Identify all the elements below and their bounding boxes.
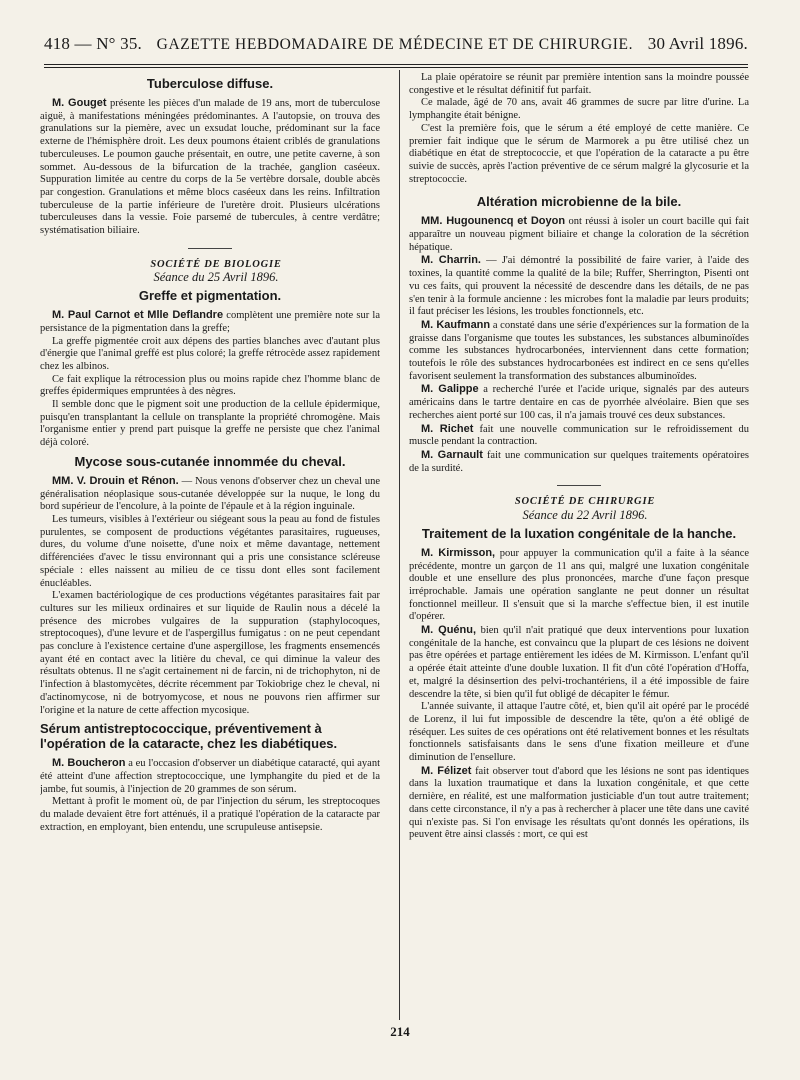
paragraph: Mettant à profit le moment où, de par l'injection du sérum, les streptocoques du malade devaient être fort atténués, il a pratiqué l'opération de la cataracte par extraction, en employant, bien entendu, une scrupuleuse antisepsie. <box>40 796 380 833</box>
author-name: M. Quénu, <box>421 624 477 637</box>
issue-date: 30 Avril 1896. <box>647 34 748 53</box>
paragraph: M. Galippe a recherché l'urée et l'acide urique, signalés par des auteurs américains dans le tartre dentaire en cas de pyorrhée alvéolaire. Bien que ses recherches aient porté sur 100 cas, il n'a jamais trouvé ces deux substances. <box>409 383 749 421</box>
society-heading: SOCIÉTÉ DE CHIRURGIE <box>514 496 656 508</box>
session-date: Séance du 22 Avril 1896. <box>522 508 648 523</box>
column-divider <box>399 70 400 1020</box>
section-title-bile: Altération microbienne de la bile. <box>476 194 682 210</box>
paragraph: M. Paul Carnot et Mlle Deflandre complètent une première note sur la persistance de la pigmentation dans la greffe; <box>40 309 380 334</box>
paragraph: M. Kaufmann a constaté dans une série d'expériences sur la formation de la graisse dans l'organisme que toutes les substances, les substances albuminoïdes comme les substances hydrocarbonées, interviennent dans cette formation; toutefois le rôle des substances hydrocarbonées est indirect en ce sens qu'elles favorisent seulement la transformation des substances albuminoïdes. <box>409 318 749 382</box>
society-heading: SOCIÉTÉ DE BIOLOGIE <box>150 258 282 270</box>
paragraph: M. Garnault fait une communication sur quelques traitements opératoires de la surdité. <box>409 448 749 474</box>
author-name: MM. Hugounencq et Doyon <box>421 215 566 228</box>
section-title-luxation: Traitement de la luxation congénitale de la hanche. <box>421 525 737 541</box>
journal-title: GAZETTE HEBDOMADAIRE DE MÉDECINE ET DE CHIRURGIE. <box>156 36 634 53</box>
running-header <box>44 34 748 60</box>
paragraph: La greffe pigmentée croit aux dépens des parties blanches avec d'autant plus d'énergie que l'animal greffé est plus coloré; la greffe rétrocède assez rapidement chez les albinos. <box>40 335 380 372</box>
section-title-mycose: Mycose sous-cutanée innommée du cheval. <box>74 453 346 469</box>
author-name: M. Kaufmann <box>421 318 491 331</box>
author-name: MM. V. Drouin et Rénon. <box>52 474 179 487</box>
author-name: M. Félizet <box>421 764 472 777</box>
author-name: M. Paul Carnot et Mlle Deflandre <box>52 309 224 322</box>
section-separator <box>557 485 601 486</box>
left-column <box>40 72 380 1017</box>
section-separator <box>188 248 232 249</box>
paragraph: L'année suivante, il attaque l'autre côté, et, bien qu'il ait opéré par le procédé de Lorenz, il lui fut impossible de descendre la tête, qu'on a été obligé de réséquer. Les suites de ces opérations ont été relativement bonnes et les résultats fonctionnels satisfaisants dans le sens d'une fixation meilleure et d'une diminution de l'ensellure. <box>409 701 749 764</box>
paragraph: M. Gouget présente les pièces d'un malade de 19 ans, mort de tuberculose aiguë, à manifestations méningées prédominantes. A l'autopsie, on trouva des granulations sur la piemère, avec un exsudat louche, prédominant sur la face externe de l'hémisphère droit. Les deux poumons étaient criblés de granulations tuberculeuses. Le poumon gauche présentait, en outre, une petite caverne, à son sommet. Au-dessous de la bifurcation de la trachée, ganglion caséeux. Suppuration limitée au centre du corps de la 5e vertèbre dorsale, double abcès par congestion. Granulations et même blocs caséeux dans les reins. Infiltration tuberculeuse de la partie inférieure de l'uretère droit. Plusieurs ulcérations tuberculeuses dans la vessie. Foie parsemé de tubercules, à centre verdâtre; systématisation biliaire. <box>40 97 380 237</box>
paragraph: Ce malade, âgé de 70 ans, avait 46 grammes de sucre par litre d'urine. La lymphangite était bénigne. <box>409 97 749 122</box>
paragraph: M. Richet fait une nouvelle communication sur le refroidissement du muscle pendant la contraction. <box>409 422 749 448</box>
paragraph: M. Charrin. — J'ai démontré la possibilité de faire varier, à l'aide des toxines, la quantité comme la qualité de la bile; Ruffer, Sherrington, Pisenti ont vu ces faits, qui prouvent la nécessité de descendre dans les détails, de ne pas s'en tenir à la formule ancienne : les microbes font la maladie par leurs produits; il faut préciser les lésions, les troubles fonctionnels, etc. <box>409 254 749 318</box>
paragraph: M. Boucheron a eu l'occasion d'observer un diabétique cataracté, qui ayant été atteint d'une affection streptococcique, une lymphangite du pied et de la jambe, fut soumis, à l'injection de 20 grammes de son sérum. <box>40 757 380 795</box>
author-name: M. Charrin. <box>421 254 481 267</box>
page-folio: 214 <box>390 1024 410 1039</box>
header-rule <box>44 64 748 65</box>
author-name: M. Galippe <box>421 383 479 396</box>
paragraph: L'examen bactériologique de ces productions végétantes parasitaires fait par cultures sur les milieux ordinaires et sur liquide de Raulin nous a décelé la présence des microbes vulgaires de la suppuration (staphylocoques, streptocoques), d'une levure et de l'aspergillus fumigatus : on ne peut cependant pas conclure à l'existence certaine d'une aspergillose, les fragments ensemencés ayant été en contact avec la litière du cheval, ce qui diminue la valeur des résultats obtenus. Il ne s'agit certainement ni de farcin, ni de trichophyton, ni de l'infection à blastomycètes, décrite récemment par Tokiobrige chez le cheval, ni d'actinomycose, ni de botryomycose, et nous ne pouvons rien affirmer sur l'origine et la nature de cette affection mycosique. <box>40 590 380 716</box>
right-column <box>409 72 749 1017</box>
paragraph: M. Quénu, bien qu'il n'ait pratiqué que deux interventions pour luxation congénitale de la hanche, est convaincu que la plupart de ces lésions ne doivent pas être opérées et partage entièrement les idées de M. Kirmisson. L'enfant qu'il a opérée était atteinte d'une double luxation. Il fit d'un côté l'opération d'Hoffa, et, malgré la désinsertion des pelvi-trochantériens, il a été impossible de faire descendre la tête, si bien qu'il fut obligé de décapiter le fémur. <box>409 624 749 700</box>
section-title-tuberculose: Tuberculose diffuse. <box>146 76 274 91</box>
author-name: M. Gouget <box>52 97 107 109</box>
page-issue-number: 418 — N° 35. <box>44 34 142 53</box>
author-name: M. Garnault <box>421 448 483 461</box>
section-title-greffe: Greffe et pigmentation. <box>138 288 282 304</box>
author-name: M. Richet <box>421 422 474 435</box>
paragraph: Il semble donc que le pigment soit une production de la cellule épidermique, puisqu'en transplantant la cellule on transplante la propriété chromogène. Mais l'organisme entier y prend part puisque la greffe ne persiste que chez l'animal déjà coloré. <box>40 399 380 449</box>
paragraph: C'est la première fois, que le sérum a été employé de cette manière. Ce premier fait indique que le sérum de Marmorek a pu être utilisé chez un diabétique en état de streptococcie, et que l'opération de la cataracte a pu être suivie de succès, après l'action préventive de ce sérum malgré la glycosurie et la streptococcie. <box>409 122 749 185</box>
paragraph: Les tumeurs, visibles à l'extérieur ou siégeant sous la peau au fond de fistules purulentes, se composent de productions végétantes parasitaires, rugueuses, dures, du volume d'une noisette, d'une noix et même davantage, nettement différenciées d'avec le tissu environnant qui a pris une consistance scléreuse spéciale : elles naissent au milieu de ce tissu dont elles sont facilement énucléables. <box>40 513 380 589</box>
author-name: M. Kirmisson, <box>421 546 496 559</box>
author-name: M. Boucheron <box>52 757 126 770</box>
section-title-serum: Sérum antistreptococcique, préventivement à l'opération de la cataracte, chez les diabétiques. <box>40 721 338 752</box>
paragraph: M. Kirmisson, pour appuyer la communication qu'il a faite à la séance précédente, montre un garçon de 11 ans qui, malgré une luxation congénitale double et une ensellure des plus prononcées, marche d'une façon presque irréprochable. Jamais une opération sanglante ne peut donner un résultat fonctionnel meilleur. Il s'ensuit que si la marche s'effectue bien, il est inutile d'opérer. <box>409 546 749 623</box>
paragraph: La plaie opératoire se réunit par première intention sans la moindre poussée congestive et le résultat définitif fut parfait. <box>409 72 749 96</box>
paragraph: MM. V. Drouin et Rénon. — Nous venons d'observer chez un cheval une généralisation néoplasique sous-cutanée développée sur la nuque, le long du bord supérieur de l'encolure, à la pointe de l'épaule et à la région inguinale. <box>40 474 380 513</box>
paragraph: M. Félizet fait observer tout d'abord que les lésions ne sont pas identiques dans la luxation traumatique et dans la luxation congénitale, et que cette dernière, en réalité, est une malformation justiciable d'un tout autre traitement; dans cette circonstance, il n'y a pas à rechercher à placer une tête dans une cavité qui n'existe pas. Si l'on envisage les résultats qu'ont donnés les opérations, ils peuvent être ainsi classés : mort, ce qui est <box>409 764 749 841</box>
session-date: Séance du 25 Avril 1896. <box>153 270 279 285</box>
paragraph: Ce fait explique la rétrocession plus ou moins rapide chez l'homme blanc de greffes épidermiques empruntées à des nègres. <box>40 373 380 398</box>
header-rule-thin <box>44 67 748 68</box>
paragraph: MM. Hugounencq et Doyon ont réussi à isoler un court bacille qui fait apparaître un nouveau pigment biliaire et change la coloration de la sécrétion hépatique. <box>409 215 749 253</box>
